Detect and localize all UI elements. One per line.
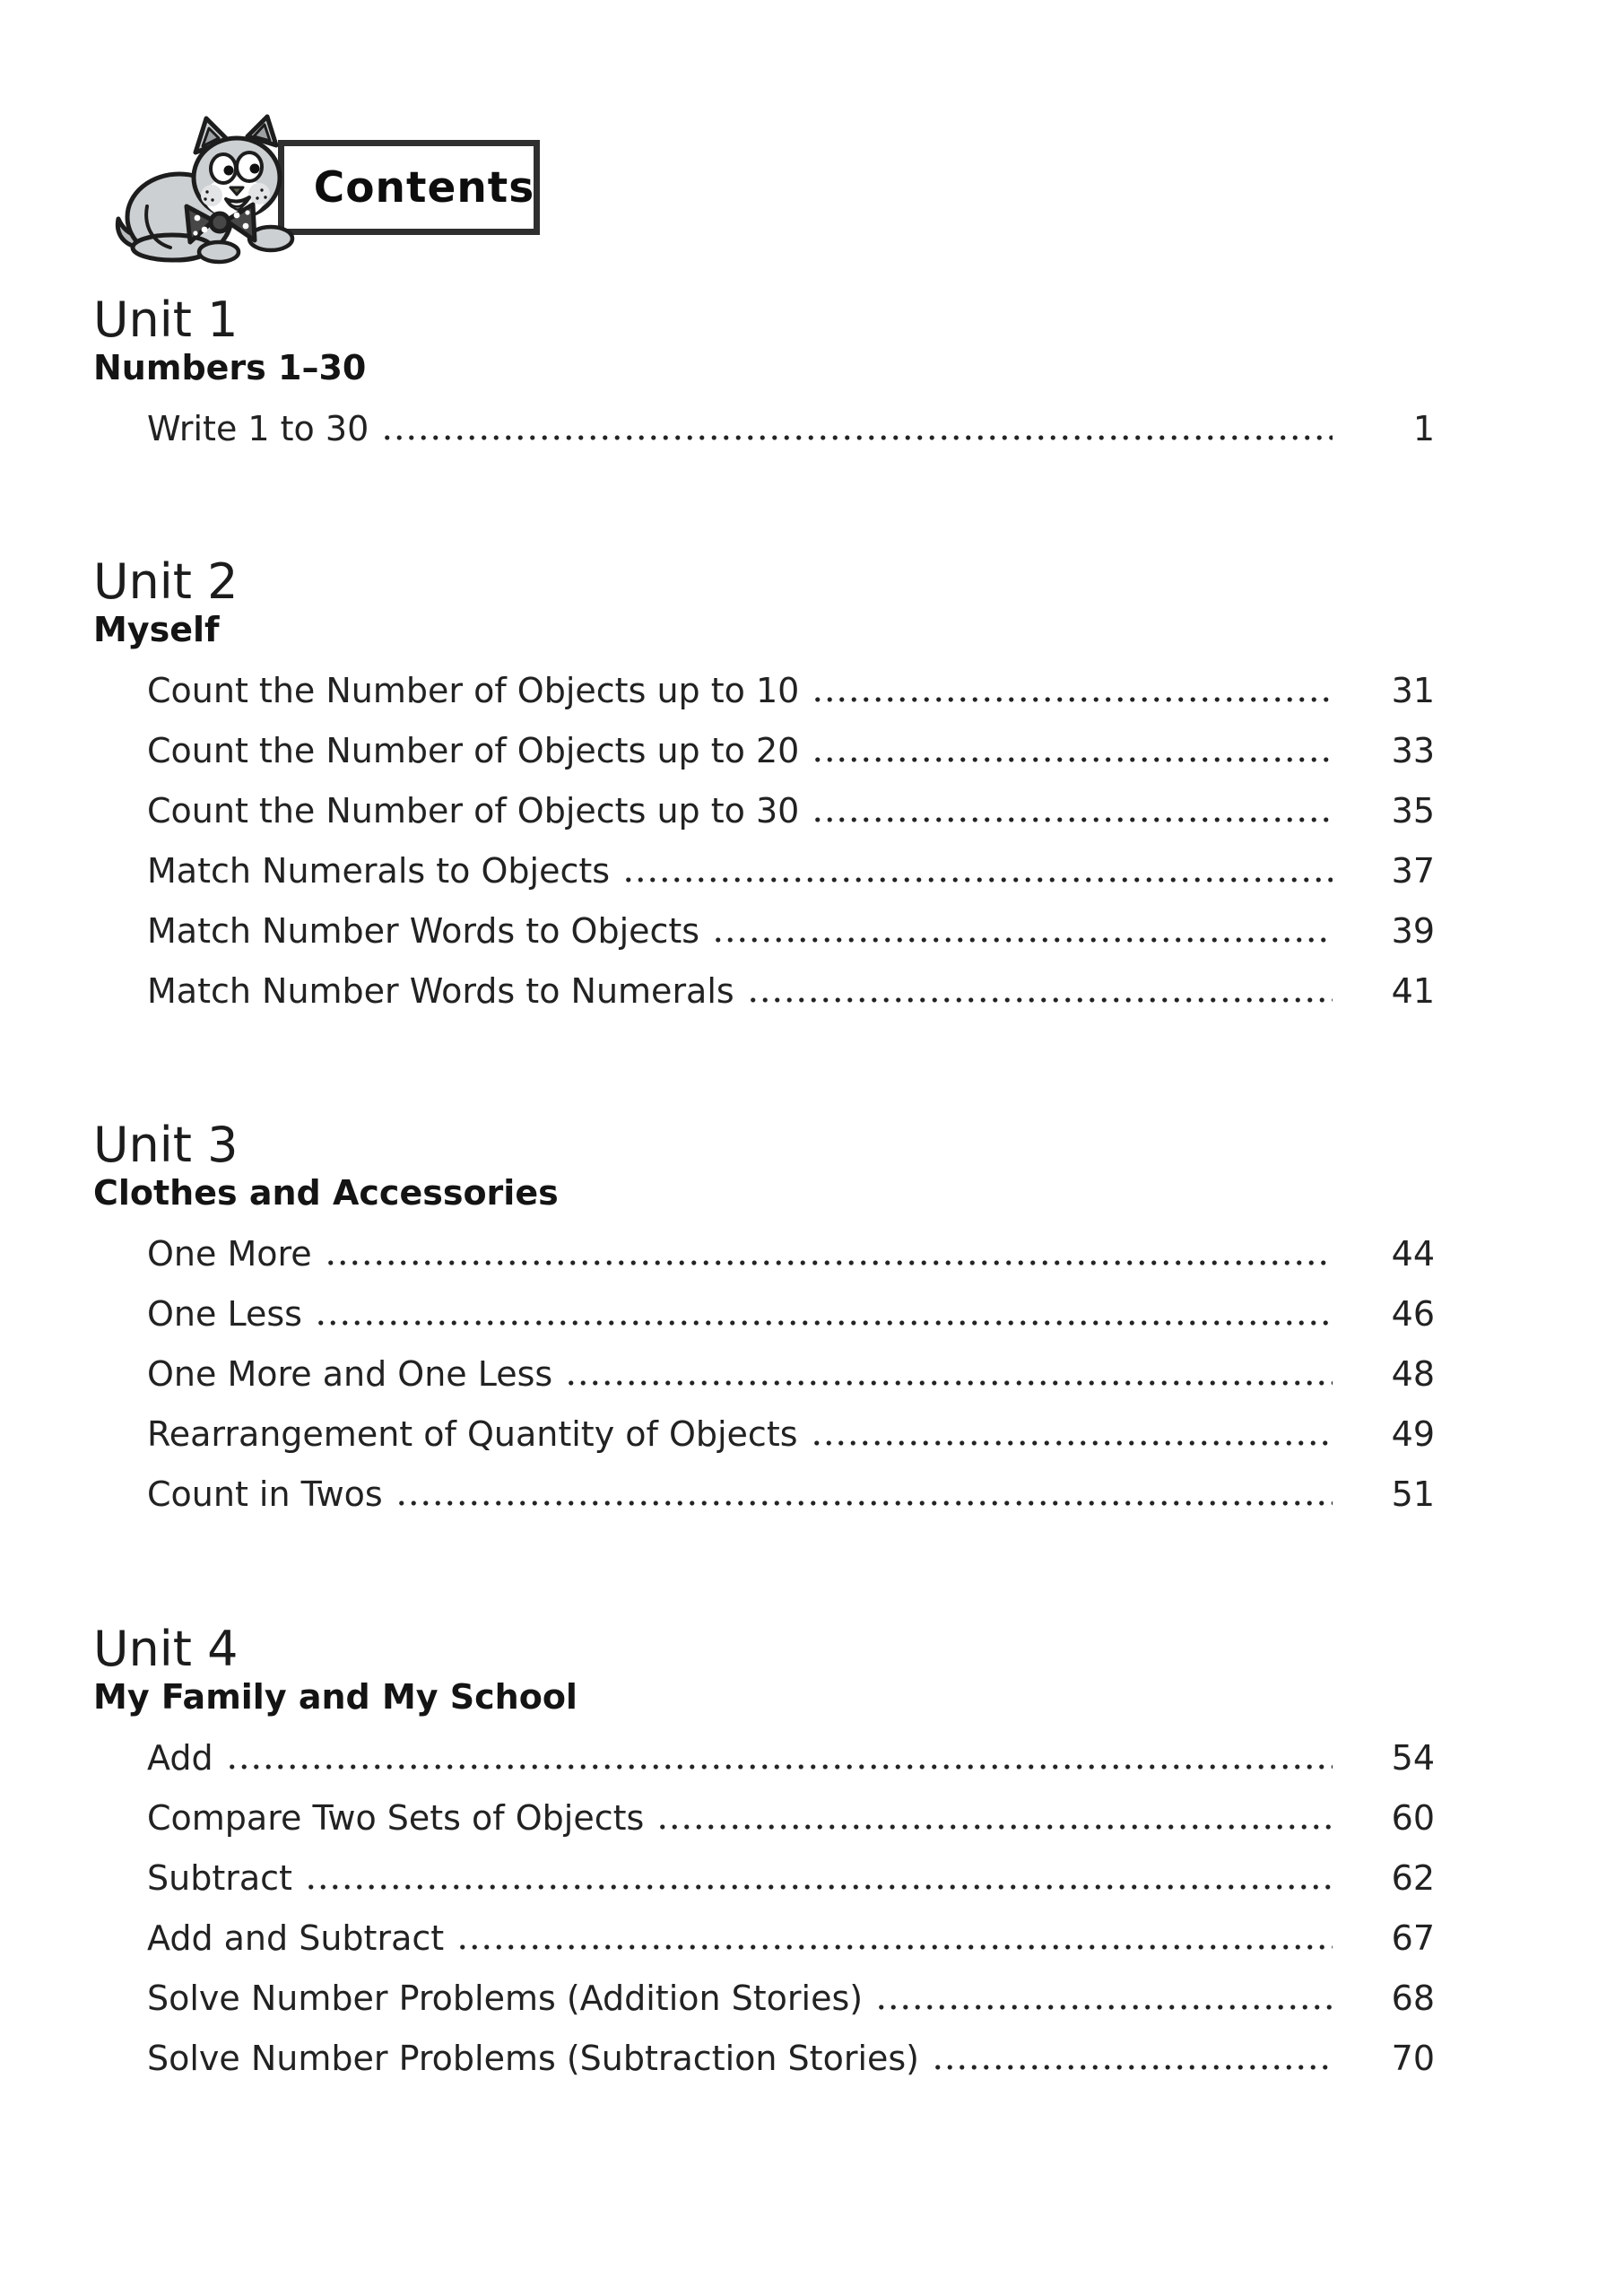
toc-entry-page-number: 41 [1391, 971, 1435, 1011]
unit-section-1 [93, 291, 1435, 471]
toc-entry-label: Add [147, 1738, 213, 1778]
dotted-leader [875, 2005, 1333, 2010]
dotted-leader [622, 877, 1333, 883]
toc-entry-page-number: 35 [1391, 791, 1435, 831]
cat-mascot-icon [113, 113, 306, 270]
toc-entry [147, 1980, 1435, 2016]
unit-number: Unit 4 [93, 1621, 239, 1677]
dotted-leader [325, 1260, 1333, 1265]
dotted-leader [395, 1500, 1333, 1506]
unit-number: Unit 2 [93, 553, 239, 610]
dotted-leader [811, 1440, 1333, 1446]
contents-header [115, 113, 581, 279]
contents-title-box [278, 140, 540, 235]
dotted-leader [712, 937, 1333, 943]
toc-entry [147, 1356, 1435, 1392]
toc-entry-page-number: 70 [1391, 2039, 1435, 2078]
toc-entry-label: Count the Number of Objects up to 10 [147, 671, 800, 710]
toc-entry-page-number: 33 [1391, 731, 1435, 770]
toc-entry [147, 1740, 1435, 1776]
toc-entry-label: Solve Number Problems (Subtraction Stories) [147, 2039, 920, 2078]
unit-section-2 [93, 553, 1435, 1033]
toc-entry-page-number: 48 [1391, 1354, 1435, 1394]
toc-entry-label: Rearrangement of Quantity of Objects [147, 1414, 798, 1454]
dotted-leader [812, 697, 1333, 702]
toc-entry [147, 913, 1435, 949]
toc-entry-label: Match Number Words to Objects [147, 911, 700, 951]
toc-entry [147, 2040, 1435, 2076]
toc-entry-page-number: 62 [1391, 1858, 1435, 1898]
dotted-leader [565, 1380, 1333, 1386]
toc-entry [147, 973, 1435, 1009]
toc-entry-label: Subtract [147, 1858, 292, 1898]
toc-entry-page-number: 39 [1391, 911, 1435, 951]
dotted-leader [305, 1884, 1333, 1890]
toc-entry-label: Write 1 to 30 [147, 409, 369, 448]
unit-items [93, 411, 1435, 447]
toc-entry-label: One Less [147, 1294, 302, 1334]
unit-section-4 [93, 1623, 1435, 2100]
toc-entry [147, 1416, 1435, 1452]
toc-entry-page-number: 1 [1412, 409, 1435, 448]
toc-entry-page-number: 37 [1391, 851, 1435, 891]
unit-title: Clothes and Accessories [93, 1173, 559, 1213]
toc-entry [147, 1296, 1435, 1332]
unit-items [93, 1236, 1435, 1512]
dotted-leader [747, 997, 1333, 1003]
toc-entry-label: One More and One Less [147, 1354, 553, 1394]
toc-entry [147, 1800, 1435, 1836]
toc-entry-label: Solve Number Problems (Addition Stories) [147, 1979, 864, 2018]
unit-title: My Family and My School [93, 1677, 578, 1717]
unit-number: Unit 1 [93, 291, 239, 348]
toc-entry-page-number: 68 [1391, 1979, 1435, 2018]
toc-entry-page-number: 44 [1391, 1234, 1435, 1274]
toc-entry [147, 1476, 1435, 1512]
toc-entry-label: Count the Number of Objects up to 30 [147, 791, 800, 831]
unit-items [93, 1740, 1435, 2076]
unit-title: Myself [93, 610, 220, 649]
dotted-leader [456, 1944, 1333, 1950]
toc-entry-page-number: 49 [1391, 1414, 1435, 1454]
toc-entry-page-number: 51 [1391, 1474, 1435, 1514]
dotted-leader [812, 757, 1333, 762]
toc-entry-label: Match Number Words to Numerals [147, 971, 734, 1011]
unit-title: Numbers 1–30 [93, 348, 367, 387]
toc-entry [147, 1920, 1435, 1956]
page-title: Contents [313, 162, 535, 213]
dotted-leader [932, 2065, 1333, 2070]
dotted-leader [226, 1764, 1333, 1770]
dotted-leader [812, 817, 1333, 822]
toc-entry-label: One More [147, 1234, 312, 1274]
unit-section-3 [93, 1119, 1435, 1536]
toc-entry [147, 853, 1435, 889]
toc-entry-label: Count in Twos [147, 1474, 383, 1514]
toc-entry-page-number: 31 [1391, 671, 1435, 710]
dotted-leader [381, 435, 1333, 440]
toc-entry-label: Count the Number of Objects up to 20 [147, 731, 800, 770]
toc-entry [147, 793, 1435, 829]
toc-entry-label: Compare Two Sets of Objects [147, 1798, 645, 1838]
toc-entry [147, 673, 1435, 709]
dotted-leader [656, 1824, 1333, 1830]
toc-entry [147, 1860, 1435, 1896]
toc-entry [147, 1236, 1435, 1272]
toc-entry-label: Match Numerals to Objects [147, 851, 611, 891]
toc-entry [147, 411, 1435, 447]
dotted-leader [315, 1320, 1333, 1326]
toc-entry-page-number: 67 [1391, 1918, 1435, 1958]
toc-entry-label: Add and Subtract [147, 1918, 445, 1958]
toc-entry-page-number: 54 [1391, 1738, 1435, 1778]
toc-entry [147, 733, 1435, 769]
unit-items [93, 673, 1435, 1009]
toc-entry-page-number: 46 [1391, 1294, 1435, 1334]
unit-number: Unit 3 [93, 1117, 239, 1173]
toc-entry-page-number: 60 [1391, 1798, 1435, 1838]
